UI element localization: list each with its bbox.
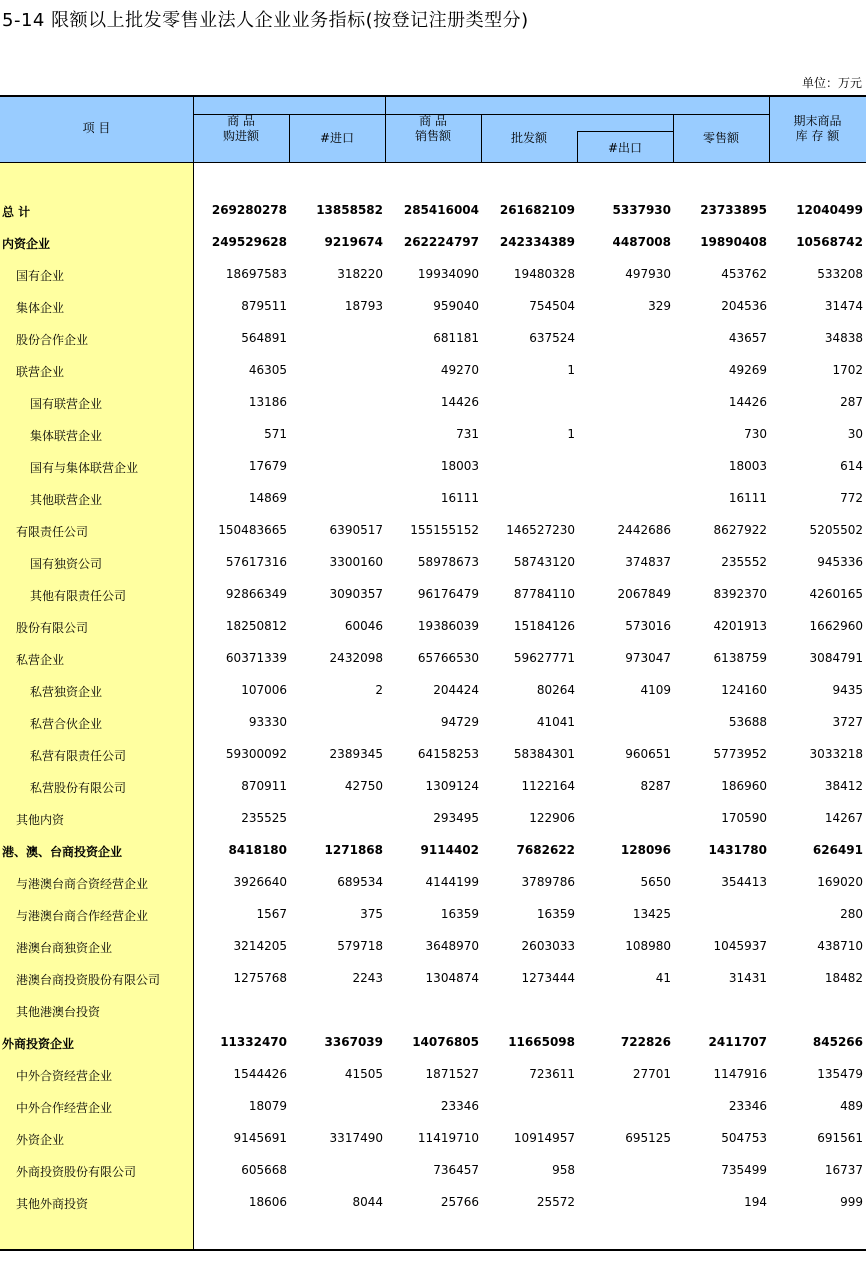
header-inventory-line1: 期末商品 xyxy=(793,114,842,128)
row-value: 722826 xyxy=(620,1035,671,1049)
row-value: 3648970 xyxy=(425,939,479,953)
row-value: 280 xyxy=(840,907,863,921)
row-label: 私营独资企业 xyxy=(30,685,103,699)
row-label: 总 计 xyxy=(2,205,31,219)
row-value: 1 xyxy=(567,363,575,377)
table-row xyxy=(0,450,866,482)
row-value: 4487008 xyxy=(612,235,671,249)
table-row xyxy=(0,194,866,226)
row-value: 19480328 xyxy=(513,267,575,281)
row-value: 249529628 xyxy=(211,235,287,249)
row-value: 60371339 xyxy=(225,651,287,665)
row-value: 2603033 xyxy=(521,939,575,953)
row-value: 3214205 xyxy=(233,939,287,953)
row-value: 18482 xyxy=(824,971,863,985)
row-label: 外资企业 xyxy=(16,1133,65,1147)
row-value: 16359 xyxy=(440,907,479,921)
row-value: 287 xyxy=(840,395,863,409)
header-retail: 零售额 xyxy=(702,131,739,145)
row-value: 293495 xyxy=(433,811,479,825)
row-value: 318220 xyxy=(337,267,383,281)
header-wholesale: 批发额 xyxy=(510,131,547,145)
row-value: 14076805 xyxy=(412,1035,479,1049)
table-row xyxy=(0,226,866,258)
table-row xyxy=(0,418,866,450)
row-value: 10914957 xyxy=(513,1131,575,1145)
row-value: 5337930 xyxy=(612,203,671,217)
row-value: 41505 xyxy=(344,1067,383,1081)
row-value: 194 xyxy=(744,1195,767,1209)
row-value: 695125 xyxy=(625,1131,671,1145)
row-value: 533208 xyxy=(817,267,863,281)
row-value: 27701 xyxy=(632,1067,671,1081)
table-row xyxy=(0,674,866,706)
row-value: 3926640 xyxy=(233,875,287,889)
row-value: 150483665 xyxy=(218,523,287,537)
row-value: 11332470 xyxy=(220,1035,287,1049)
row-value: 1045937 xyxy=(713,939,767,953)
row-value: 16111 xyxy=(440,491,479,505)
row-label: 集体企业 xyxy=(16,301,65,315)
row-value: 53688 xyxy=(728,715,767,729)
row-value: 34838 xyxy=(824,331,863,345)
row-value: 691561 xyxy=(817,1131,863,1145)
table-row xyxy=(0,1026,866,1058)
row-value: 92866349 xyxy=(225,587,287,601)
row-value: 58384301 xyxy=(513,747,575,761)
row-value: 18793 xyxy=(344,299,383,313)
row-value: 19890408 xyxy=(700,235,767,249)
row-label: 国有联营企业 xyxy=(30,397,103,411)
table-row xyxy=(0,866,866,898)
row-value: 7682622 xyxy=(516,843,575,857)
row-value: 204424 xyxy=(433,683,479,697)
row-value: 2243 xyxy=(352,971,383,985)
row-value: 8418180 xyxy=(228,843,287,857)
row-value: 3084791 xyxy=(809,651,863,665)
row-label: 内资企业 xyxy=(2,237,51,251)
row-label: 其他有限责任公司 xyxy=(30,589,127,603)
row-value: 11419710 xyxy=(417,1131,479,1145)
row-value: 146527230 xyxy=(506,523,575,537)
row-value: 958 xyxy=(552,1163,575,1177)
row-value: 64158253 xyxy=(417,747,479,761)
row-value: 59300092 xyxy=(225,747,287,761)
row-value: 23346 xyxy=(728,1099,767,1113)
table-row xyxy=(0,834,866,866)
row-value: 959040 xyxy=(433,299,479,313)
row-value: 438710 xyxy=(817,939,863,953)
row-value: 1544426 xyxy=(233,1067,287,1081)
row-value: 2411707 xyxy=(708,1035,767,1049)
table-row xyxy=(0,898,866,930)
table-bottom-rule xyxy=(0,1249,866,1251)
row-value: 960651 xyxy=(625,747,671,761)
row-value: 18003 xyxy=(440,459,479,473)
table-row xyxy=(0,1154,866,1186)
page-title: 5-14 限额以上批发零售业法人企业业务指标(按登记注册类型分) xyxy=(2,10,529,31)
row-value: 41041 xyxy=(536,715,575,729)
row-value: 16359 xyxy=(536,907,575,921)
row-value: 354413 xyxy=(721,875,767,889)
row-value: 2 xyxy=(375,683,383,697)
row-value: 3300160 xyxy=(329,555,383,569)
table-row xyxy=(0,962,866,994)
row-value: 170590 xyxy=(721,811,767,825)
table-row xyxy=(0,514,866,546)
row-value: 2389345 xyxy=(329,747,383,761)
row-value: 453762 xyxy=(721,267,767,281)
row-value: 973047 xyxy=(625,651,671,665)
table-row xyxy=(0,258,866,290)
row-label: 国有独资公司 xyxy=(30,557,103,571)
row-label: 有限责任公司 xyxy=(16,525,89,539)
row-label: 与港澳台商合作经营企业 xyxy=(16,909,149,923)
row-label: 私营股份有限公司 xyxy=(30,781,127,795)
row-label: 股份合作企业 xyxy=(16,333,89,347)
row-label: 股份有限公司 xyxy=(16,621,89,635)
row-value: 6390517 xyxy=(329,523,383,537)
header-import: #进口 xyxy=(319,131,355,145)
row-value: 186960 xyxy=(721,779,767,793)
row-value: 58743120 xyxy=(513,555,575,569)
row-value: 269280278 xyxy=(211,203,287,217)
row-value: 59627771 xyxy=(513,651,575,665)
row-value: 579718 xyxy=(337,939,383,953)
row-value: 8627922 xyxy=(713,523,767,537)
row-value: 8287 xyxy=(640,779,671,793)
row-value: 242334389 xyxy=(499,235,575,249)
row-value: 16737 xyxy=(824,1163,863,1177)
row-value: 730 xyxy=(744,427,767,441)
row-value: 60046 xyxy=(344,619,383,633)
row-value: 754504 xyxy=(529,299,575,313)
row-value: 14426 xyxy=(728,395,767,409)
row-value: 235552 xyxy=(721,555,767,569)
row-value: 731 xyxy=(456,427,479,441)
row-value: 9145691 xyxy=(233,1131,287,1145)
table-row xyxy=(0,738,866,770)
row-value: 17679 xyxy=(248,459,287,473)
row-value: 14426 xyxy=(440,395,479,409)
row-value: 12040499 xyxy=(796,203,863,217)
row-value: 4201913 xyxy=(713,619,767,633)
row-label: 私营合伙企业 xyxy=(30,717,103,731)
row-value: 23346 xyxy=(440,1099,479,1113)
row-value: 4109 xyxy=(640,683,671,697)
row-value: 38412 xyxy=(824,779,863,793)
row-value: 15184126 xyxy=(513,619,575,633)
header-sales-line1: 商 品 xyxy=(419,114,447,128)
row-value: 122906 xyxy=(529,811,575,825)
header-inventory-line2: 库 存 额 xyxy=(795,129,840,143)
row-value: 10568742 xyxy=(796,235,863,249)
row-value: 46305 xyxy=(248,363,287,377)
row-value: 1271868 xyxy=(324,843,383,857)
row-value: 497930 xyxy=(625,267,671,281)
table-row xyxy=(0,386,866,418)
row-value: 18003 xyxy=(728,459,767,473)
row-value: 1662960 xyxy=(809,619,863,633)
table-row xyxy=(0,322,866,354)
table-row xyxy=(0,546,866,578)
row-value: 2432098 xyxy=(329,651,383,665)
row-label: 私营有限责任公司 xyxy=(30,749,127,763)
row-value: 31474 xyxy=(824,299,863,313)
row-value: 3789786 xyxy=(521,875,575,889)
row-label: 集体联营企业 xyxy=(30,429,103,443)
row-label: 其他港澳台投资 xyxy=(16,1005,101,1019)
row-value: 261682109 xyxy=(499,203,575,217)
row-value: 564891 xyxy=(241,331,287,345)
row-value: 614 xyxy=(840,459,863,473)
row-value: 1871527 xyxy=(425,1067,479,1081)
row-label: 与港澳台商合资经营企业 xyxy=(16,877,149,891)
row-value: 945336 xyxy=(817,555,863,569)
row-value: 49270 xyxy=(440,363,479,377)
table-row xyxy=(0,610,866,642)
row-value: 870911 xyxy=(241,779,287,793)
row-value: 285416004 xyxy=(403,203,479,217)
row-value: 8044 xyxy=(352,1195,383,1209)
row-value: 124160 xyxy=(721,683,767,697)
row-label: 港澳台商投资股份有限公司 xyxy=(16,973,161,987)
row-value: 18606 xyxy=(248,1195,287,1209)
row-value: 31431 xyxy=(728,971,767,985)
row-value: 11665098 xyxy=(508,1035,575,1049)
row-value: 735499 xyxy=(721,1163,767,1177)
row-label: 国有与集体联营企业 xyxy=(30,461,139,475)
row-value: 329 xyxy=(648,299,671,313)
header-item: 项 目 xyxy=(82,121,111,135)
row-label: 其他联营企业 xyxy=(30,493,103,507)
table-row xyxy=(0,642,866,674)
row-value: 571 xyxy=(264,427,287,441)
table-row xyxy=(0,1058,866,1090)
row-value: 4144199 xyxy=(425,875,479,889)
row-value: 3727 xyxy=(832,715,863,729)
row-value: 108980 xyxy=(625,939,671,953)
row-value: 573016 xyxy=(625,619,671,633)
row-value: 18697583 xyxy=(225,267,287,281)
row-value: 1273444 xyxy=(521,971,575,985)
row-value: 155155152 xyxy=(410,523,479,537)
row-value: 169020 xyxy=(817,875,863,889)
row-value: 16111 xyxy=(728,491,767,505)
row-value: 30 xyxy=(847,427,863,441)
row-value: 9219674 xyxy=(324,235,383,249)
row-value: 689534 xyxy=(337,875,383,889)
row-value: 1702 xyxy=(832,363,863,377)
row-value: 723611 xyxy=(529,1067,575,1081)
row-value: 94729 xyxy=(440,715,479,729)
row-value: 25766 xyxy=(440,1195,479,1209)
row-value: 374837 xyxy=(625,555,671,569)
row-label: 外商投资股份有限公司 xyxy=(16,1165,137,1179)
row-value: 135479 xyxy=(817,1067,863,1081)
table-row xyxy=(0,930,866,962)
table-row xyxy=(0,706,866,738)
row-value: 999 xyxy=(840,1195,863,1209)
row-value: 504753 xyxy=(721,1131,767,1145)
row-value: 772 xyxy=(840,491,863,505)
row-value: 57617316 xyxy=(225,555,287,569)
header-export: #出口 xyxy=(607,141,643,155)
header-purchase-line2: 购进额 xyxy=(222,129,259,143)
table-row xyxy=(0,1186,866,1218)
table-row xyxy=(0,482,866,514)
row-label: 联营企业 xyxy=(16,365,65,379)
row-value: 13425 xyxy=(632,907,671,921)
row-value: 879511 xyxy=(241,299,287,313)
table-row xyxy=(0,770,866,802)
row-value: 845266 xyxy=(812,1035,863,1049)
row-value: 2067849 xyxy=(617,587,671,601)
row-value: 13858582 xyxy=(316,203,383,217)
row-value: 65766530 xyxy=(417,651,479,665)
header-top-rule xyxy=(0,95,866,97)
row-value: 9435 xyxy=(832,683,863,697)
row-value: 107006 xyxy=(241,683,287,697)
table-row xyxy=(0,290,866,322)
row-value: 204536 xyxy=(721,299,767,313)
unit-label: 单位：万元 xyxy=(801,76,862,90)
row-value: 96176479 xyxy=(417,587,479,601)
row-value: 235525 xyxy=(241,811,287,825)
row-value: 637524 xyxy=(529,331,575,345)
row-value: 1122164 xyxy=(521,779,575,793)
row-value: 1147916 xyxy=(713,1067,767,1081)
row-value: 6138759 xyxy=(713,651,767,665)
row-value: 605668 xyxy=(241,1163,287,1177)
row-label: 私营企业 xyxy=(16,653,65,667)
row-value: 5773952 xyxy=(713,747,767,761)
row-label: 国有企业 xyxy=(16,269,65,283)
row-value: 1304874 xyxy=(425,971,479,985)
row-value: 4260165 xyxy=(809,587,863,601)
table-row xyxy=(0,802,866,834)
row-label: 港澳台商独资企业 xyxy=(16,941,113,955)
row-value: 262224797 xyxy=(403,235,479,249)
row-label: 其他外商投资 xyxy=(16,1197,89,1211)
header-purchase-line1: 商 品 xyxy=(227,114,255,128)
row-value: 3367039 xyxy=(324,1035,383,1049)
table-row xyxy=(0,994,866,1026)
row-value: 128096 xyxy=(620,843,671,857)
row-value: 19386039 xyxy=(417,619,479,633)
row-value: 375 xyxy=(360,907,383,921)
row-value: 736457 xyxy=(433,1163,479,1177)
row-value: 1 xyxy=(567,427,575,441)
row-value: 43657 xyxy=(728,331,767,345)
row-value: 1431780 xyxy=(708,843,767,857)
row-label: 中外合资经营企业 xyxy=(16,1069,113,1083)
header-sales-line2: 销售额 xyxy=(414,129,451,143)
table-row xyxy=(0,354,866,386)
row-value: 3090357 xyxy=(329,587,383,601)
row-value: 23733895 xyxy=(700,203,767,217)
row-value: 2442686 xyxy=(617,523,671,537)
row-value: 8392370 xyxy=(713,587,767,601)
row-value: 5650 xyxy=(640,875,671,889)
row-value: 14869 xyxy=(248,491,287,505)
row-value: 93330 xyxy=(248,715,287,729)
table-row xyxy=(0,578,866,610)
row-value: 25572 xyxy=(536,1195,575,1209)
row-value: 41 xyxy=(655,971,671,985)
row-value: 58978673 xyxy=(417,555,479,569)
row-value: 18079 xyxy=(248,1099,287,1113)
row-value: 87784110 xyxy=(513,587,575,601)
row-value: 626491 xyxy=(812,843,863,857)
row-value: 5205502 xyxy=(809,523,863,537)
row-value: 80264 xyxy=(536,683,575,697)
table-row xyxy=(0,1122,866,1154)
row-value: 1309124 xyxy=(425,779,479,793)
row-label: 其他内资 xyxy=(16,813,65,827)
row-value: 1275768 xyxy=(233,971,287,985)
row-value: 18250812 xyxy=(225,619,287,633)
row-label: 港、澳、台商投资企业 xyxy=(2,845,123,859)
row-value: 13186 xyxy=(248,395,287,409)
header-sub-rule xyxy=(577,131,674,132)
row-value: 489 xyxy=(840,1099,863,1113)
row-value: 3033218 xyxy=(809,747,863,761)
row-label: 中外合作经营企业 xyxy=(16,1101,113,1115)
row-value: 681181 xyxy=(433,331,479,345)
row-value: 1567 xyxy=(256,907,287,921)
row-value: 14267 xyxy=(824,811,863,825)
row-label: 外商投资企业 xyxy=(2,1037,75,1051)
row-value: 19934090 xyxy=(417,267,479,281)
table-row xyxy=(0,1090,866,1122)
row-value: 49269 xyxy=(728,363,767,377)
row-value: 3317490 xyxy=(329,1131,383,1145)
row-value: 9114402 xyxy=(420,843,479,857)
row-value: 42750 xyxy=(344,779,383,793)
